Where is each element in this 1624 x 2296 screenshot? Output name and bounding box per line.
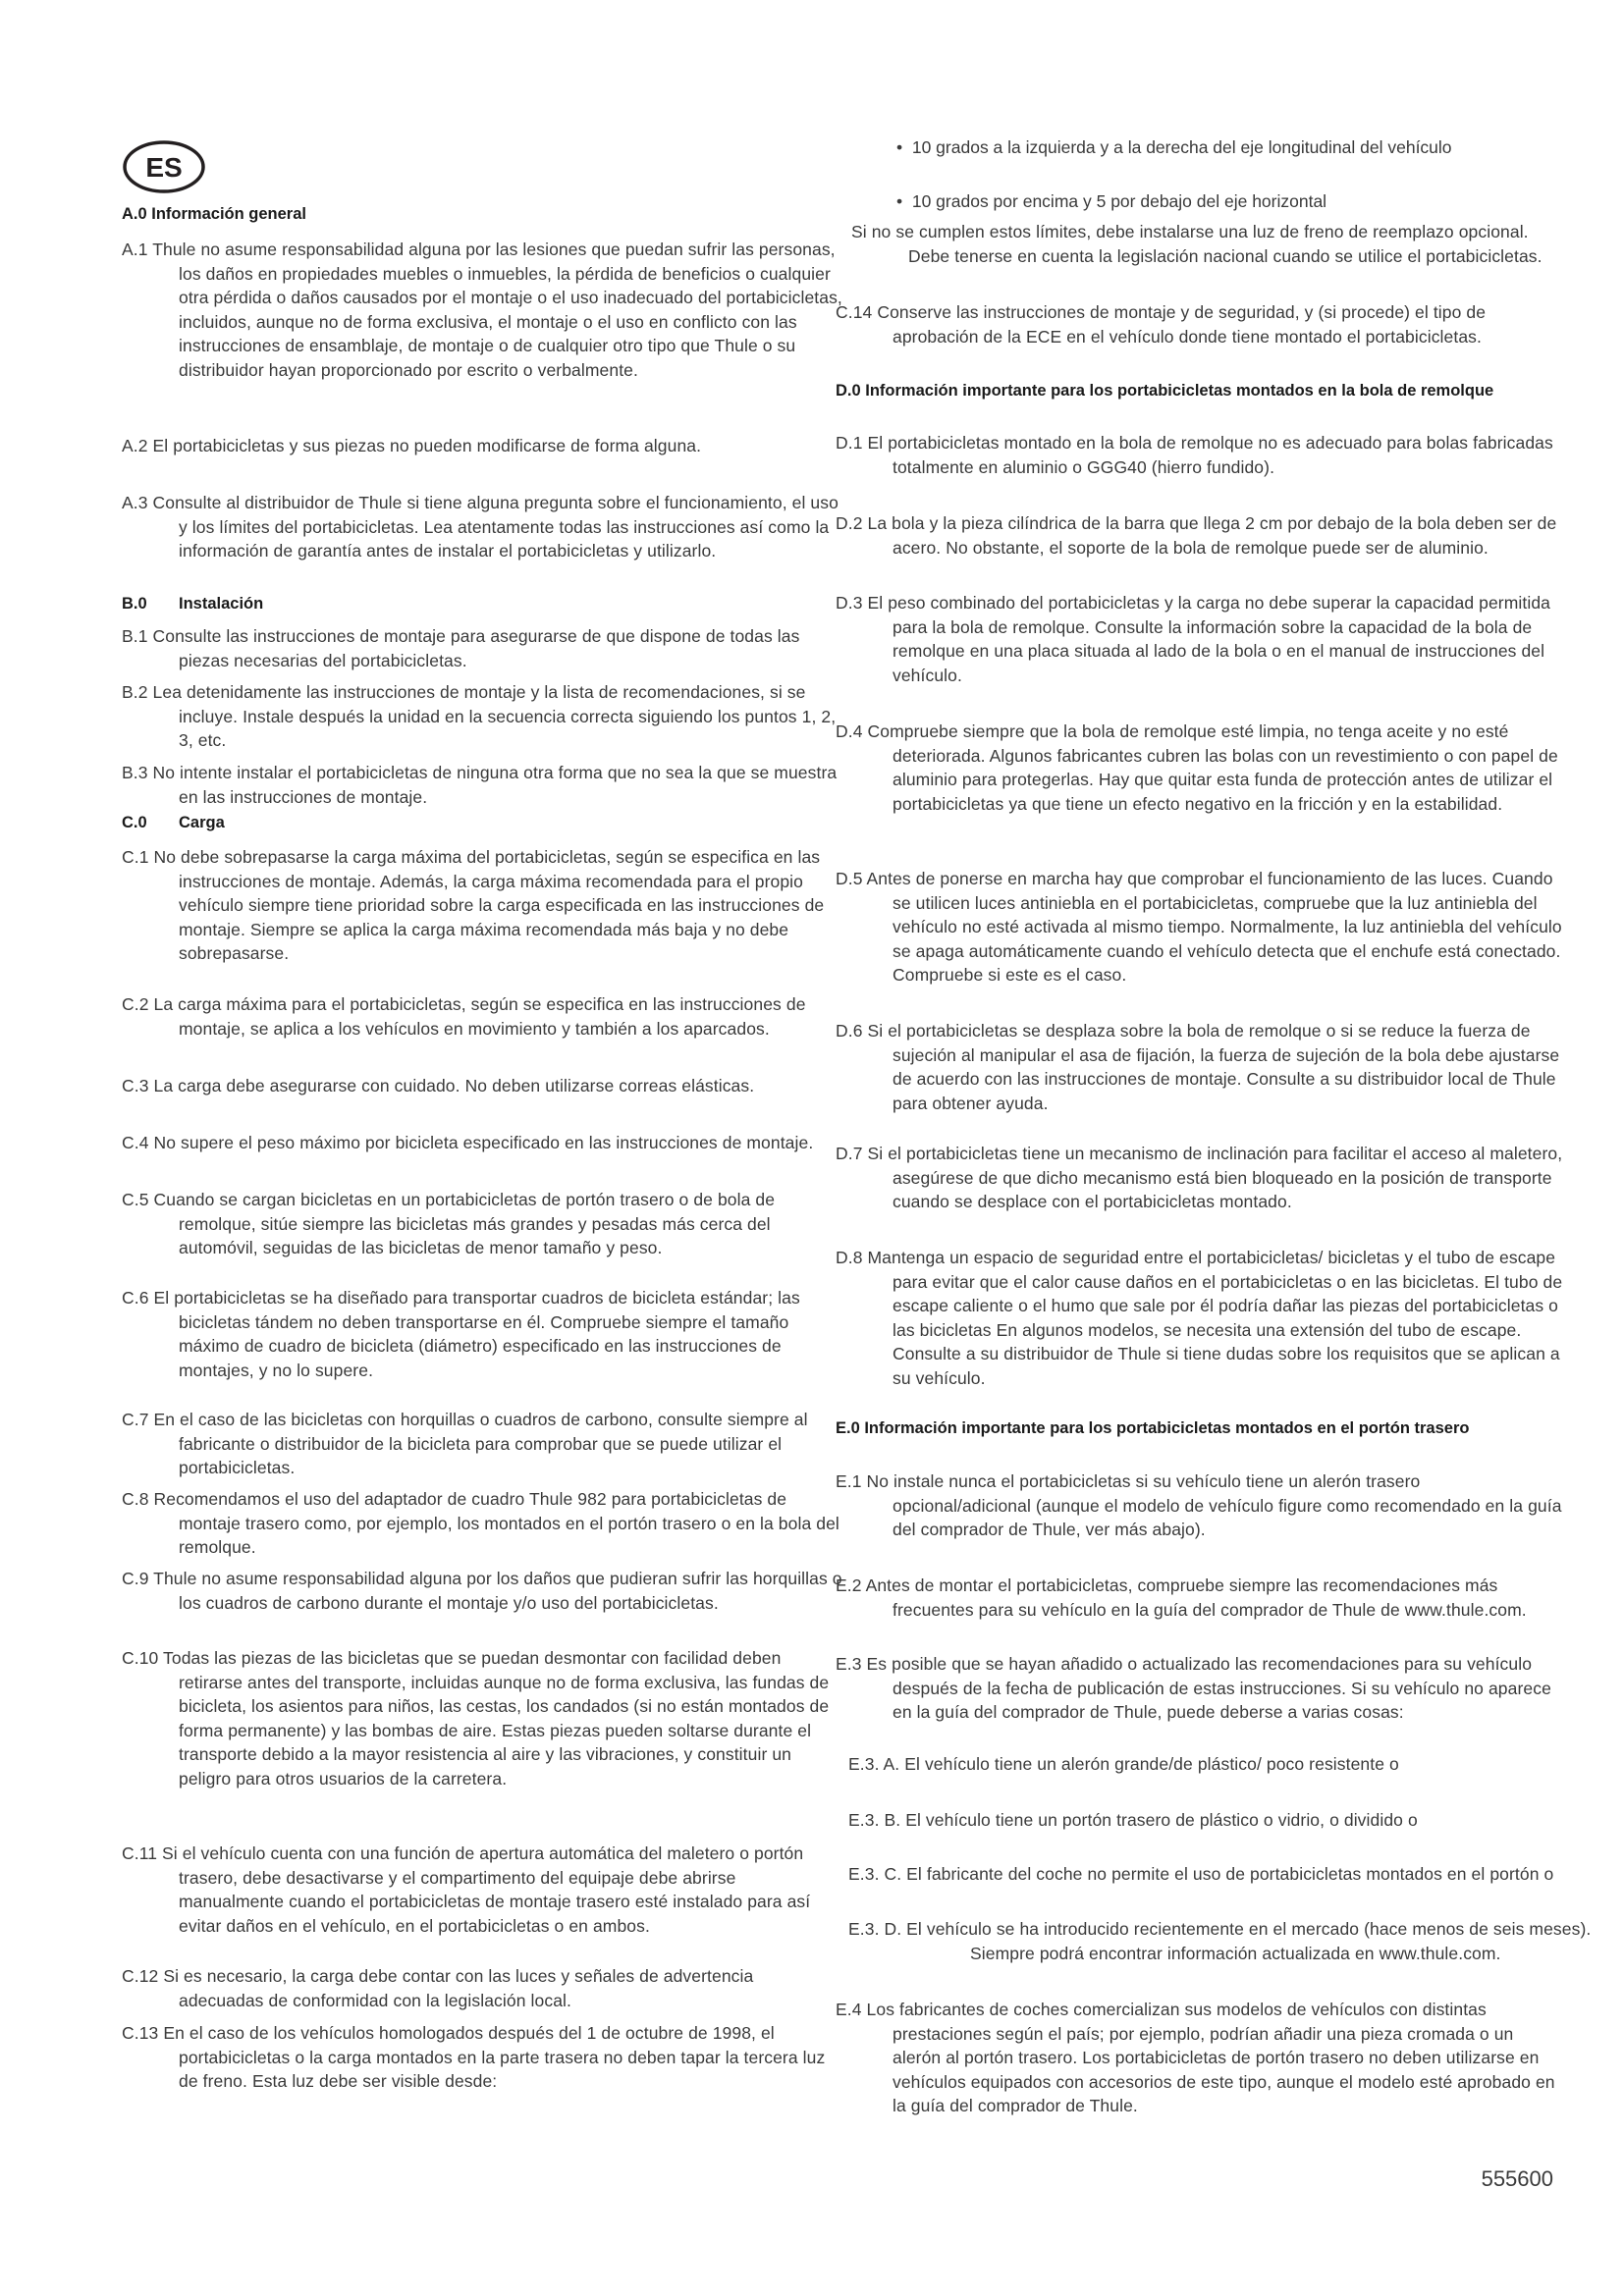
paragraph-e3: E.3 Es posible que se hayan añadido o actualizado las recomendaciones para su vehículo después de la fecha de publicación de estas instrucciones. Si su vehículo no aparece en la guía del comprador de Thule, puede deberse a varias cosas: (836, 1654, 1551, 1722)
paragraph-e3a: E.3. A. El vehículo tiene un alerón grande/de plástico/ poco resistente o (848, 1754, 1399, 1774)
paragraph-d8: D.8 Mantenga un espacio de seguridad entre el portabicicletas/ bicicletas y el tubo de escape para evitar que el calor cause daños en el portabicicletas o en las bicicletas. El tubo de escape caliente o el humo que sale por él podría dañar las piezas del portabicicletas o las bicicletas En algunos modelos, se necesita una extensión del tubo de escape. Consulte a su distribuidor de Thule si tiene dudas sobre los requisitos que se aplican a su vehículo. (836, 1248, 1563, 1388)
language-badge (122, 139, 206, 199)
paragraph-c6: C.6 El portabicicletas se ha diseñado para transportar cuadros de bicicleta estándar; las bicicletas tándem no deben transportarse en él. Compruebe siempre el tamaño máximo de cuadro de bicicleta (diámetro) especificado en las instrucciones de montajes, y no lo supere. (122, 1288, 800, 1380)
paragraph-c14: C.14 Conserve las instrucciones de montaje y de seguridad, y (si procede) el tipo de aprobación de la ECE en el vehículo donde tiene montado el portabicicletas. (836, 302, 1487, 347)
section-b-title: Instalación (179, 595, 264, 613)
section-b-heading (122, 592, 263, 616)
section-b-number: B.0 (122, 595, 147, 613)
bullet-1-text: 10 grados a la izquierda y a la derecha del eje longitudinal del vehículo (911, 137, 1452, 157)
paragraph-c10: C.10 Todas las piezas de las bicicletas que se puedan desmontar con facilidad deben retirarse antes del transporte, incluidas aunque no de forma exclusiva, las fundas de bicicleta, los asientos para niños, las cestas, los candados (si no están montados de forma permanente) y las bombas de aire. Estas piezas pueden soltarse durante el transporte debido a la mayor resistencia al aire y las vibraciones, y constituir un peligro para otros usuarios de la carretera. (122, 1648, 830, 1789)
paragraph-d4: D.4 Compruebe siempre que la bola de remolque esté limpia, no tenga aceite y no esté deteriorada. Algunos fabricantes cubren las bolas con un revestimiento o con papel de aluminio para protegerlas. Hay que quitar esta funda de protección antes de utilizar el portabicicletas ya que tiene un efecto negativo en la fricción y en la estabilidad. (836, 721, 1558, 814)
paragraph-d2: D.2 La bola y la pieza cilíndrica de la barra que llega 2 cm por debajo de la bola deben ser de acero. No obstante, el soporte de la bola de remolque puede ser de aluminio. (836, 513, 1557, 558)
section-c-title: Carga (179, 814, 225, 831)
paragraph-c11: C.11 Si el vehículo cuenta con una función de apertura automática del maletero o portón trasero, debe desactivarse y el compartimento del equipaje debe abrirse manualmente cuando el portabicicletas de montaje trasero esté instalado para así evitar daños en el vehículo, en el portabicicletas o en ambos. (122, 1843, 811, 1936)
list-item-bullet-1: • 10 grados a la izquierda y a la derecha del eje longitudinal del vehículo (896, 137, 1452, 157)
paragraph-c13-continued: Si no se cumplen estos límites, debe instalarse una luz de freno de reemplazo opcional. Debe tenerse en cuenta la legislación nacional cuando se utilice el portabicicletas. (851, 222, 1543, 266)
paragraph-a1: A.1 Thule no asume responsabilidad alguna por las lesiones que puedan sufrir las personas, los daños en propiedades muebles o inmuebles, la pérdida de beneficios o cualquier otra pérdida o daños causados por el montaje o el uso inadecuado del portabicicletas, incluidos, aunque no de forma exclusiva, el montaje o el uso en conflicto con las instrucciones de ensamblaje, de montaje o de cualquier otro tipo que Thule o su distribuidor hayan proporcionado por escrito o verbalmente. (122, 240, 842, 380)
paragraph-c13: C.13 En el caso de los vehículos homologados después del 1 de octubre de 1998, el portabicicletas o la carga montados en la parte trasera no deben tapar la tercera luz de freno. Esta luz debe ser visible desde: (122, 2023, 826, 2091)
page-code: 555600 (1481, 2166, 1553, 2191)
paragraph-c3: C.3 La carga debe asegurarse con cuidado. No deben utilizarse correas elásticas. (122, 1076, 755, 1095)
language-code: ES (145, 152, 183, 183)
paragraph-c8: C.8 Recomendamos el uso del adaptador de cuadro Thule 982 para portabicicletas de montaje trasero como, por ejemplo, los montados en el portón trasero o en la bola del remolque. (122, 1489, 839, 1557)
paragraph-d3: D.3 El peso combinado del portabicicletas y la carga no debe superar la capacidad permitida para la bola de remolque. Consulte la información sobre la capacidad de la bola de remolque en una placa situada al lado de la bola o en el manual de instrucciones del vehículo. (836, 593, 1550, 685)
paragraph-b2: B.2 Lea detenidamente las instrucciones de montaje y la lista de recomendaciones, si se incluye. Instale después la unidad en la secuencia correcta siguiendo los puntos 1, 2, 3, etc. (122, 682, 837, 750)
section-a-heading: A.0 Información general (122, 205, 306, 223)
section-c-heading (122, 811, 225, 835)
paragraph-b3: B.3 No intente instalar el portabicicletas de ninguna otra forma que no sea la que se muestra en las instrucciones de montaje. (122, 763, 838, 807)
paragraph-e3d: E.3. D. El vehículo se ha introducido recientemente en el mercado (hace menos de seis meses). Siempre podrá encontrar información actualizada en www.thule.com. (848, 1919, 1592, 1963)
paragraph-e1: E.1 No instale nunca el portabicicletas si su vehículo tiene un alerón trasero opcional/adicional (aunque el modelo de vehículo figure como recomendado en la guía del comprador de Thule, ver más abajo). (836, 1471, 1562, 1539)
section-c-number: C.0 (122, 814, 147, 831)
paragraph-c1: C.1 No debe sobrepasarse la carga máxima del portabicicletas, según se especifica en las instrucciones de montaje. Además, la carga máxima recomendada para el propio vehículo siempre tiene prioridad sobre la carga especificada en las instrucciones de montaje. Siempre se aplica la carga máxima recomendada más baja y no debe sobrepasarse. (122, 847, 825, 963)
section-e-heading: E.0 Información importante para los portabicicletas montados en el portón trasero (836, 1419, 1470, 1437)
paragraph-c9: C.9 Thule no asume responsabilidad alguna por los daños que pudieran sufrir las horquillas o los cuadros de carbono durante el montaje y/o uso del portabicicletas. (122, 1569, 842, 1613)
paragraph-e3c: E.3. C. El fabricante del coche no permite el uso de portabicicletas montados en el portón o (848, 1864, 1554, 1884)
paragraph-e3b: E.3. B. El vehículo tiene un portón trasero de plástico o vidrio, o dividido o (848, 1810, 1418, 1830)
paragraph-e2: E.2 Antes de montar el portabicicletas, compruebe siempre las recomendaciones más frecuentes para su vehículo en la guía del comprador de Thule de www.thule.com. (836, 1575, 1527, 1620)
paragraph-c7: C.7 En el caso de las bicicletas con horquillas o cuadros de carbono, consulte siempre al fabricante o distribuidor de la bicicleta para comprobar que se puede utilizar el portabicicletas. (122, 1410, 808, 1477)
paragraph-d6: D.6 Si el portabicicletas se desplaza sobre la bola de remolque o si se reduce la fuerza de sujeción al manipular el asa de fijación, la fuerza de sujeción de la bola debe ajustarse de acuerdo con las instrucciones de montaje. Consulte a su distribuidor local de Thule para obtener ayuda. (836, 1021, 1560, 1113)
paragraph-d7: D.7 Si el portabicicletas tiene un mecanismo de inclinación para facilitar el acceso al maletero, asegúrese de que dicho mecanismo está bien bloqueado en la posición de transporte cuando se desplace con el portabicicletas montado. (836, 1144, 1563, 1211)
section-d-heading: D.0 Información importante para los portabicicletas montados en la bola de remolque (836, 382, 1494, 400)
language-badge-icon (122, 139, 206, 194)
paragraph-d5: D.5 Antes de ponerse en marcha hay que comprobar el funcionamiento de las luces. Cuando se utilicen luces antiniebla en el portabicicletas, compruebe que la luz antiniebla del vehículo no esté activada al mismo tiempo. Normalmente, la luz antiniebla del vehículo se apaga automáticamente cuando el vehículo detecta que el enchufe está conectado. Compruebe si este es el caso. (836, 869, 1562, 985)
paragraph-a3: A.3 Consulte al distribuidor de Thule si tiene alguna pregunta sobre el funcionamiento, el uso y los límites del portabicicletas. Lea atentamente todas las instrucciones así como la información de garantía antes de instalar el portabicicletas y utilizarlo. (122, 493, 839, 561)
paragraph-b1: B.1 Consulte las instrucciones de montaje para asegurarse de que dispone de todas las piezas necesarias del portabicicletas. (122, 626, 800, 670)
bullet-2-text: 10 grados por encima y 5 por debajo del eje horizontal (911, 191, 1327, 211)
paragraph-c12: C.12 Si es necesario, la carga debe contar con las luces y señales de advertencia adecuadas de conformidad con la legislación local. (122, 1966, 754, 2010)
paragraph-c2: C.2 La carga máxima para el portabicicletas, según se especifica en las instrucciones de montaje, se aplica a los vehículos en movimiento y también a los aparcados. (122, 994, 806, 1039)
paragraph-a2: A.2 El portabicicletas y sus piezas no pueden modificarse de forma alguna. (122, 436, 702, 455)
paragraph-d1: D.1 El portabicicletas montado en la bola de remolque no es adecuado para bolas fabricadas totalmente en aluminio o GGG40 (hierro fundido). (836, 433, 1553, 477)
paragraph-c5: C.5 Cuando se cargan bicicletas en un portabicicletas de portón trasero o de bola de remolque, sitúe siempre las bicicletas más grandes y pesadas más cerca del automóvil, seguidas de las bicicletas de menor tamaño y peso. (122, 1190, 776, 1257)
paragraph-c4: C.4 No supere el peso máximo por bicicleta especificado en las instrucciones de montaje. (122, 1133, 814, 1152)
paragraph-e4: E.4 Los fabricantes de coches comercializan sus modelos de vehículos con distintas prestaciones según el país; por ejemplo, podrían añadir una pieza cromada o un alerón al portón trasero. Los portabicicletas de portón trasero no deben utilizarse en vehículos equipados con accesorios de este tipo, aunque el modelo esté aprobado en la guía del comprador de Thule. (836, 2000, 1555, 2115)
list-item-bullet-2: • 10 grados por encima y 5 por debajo del eje horizontal (896, 191, 1327, 211)
